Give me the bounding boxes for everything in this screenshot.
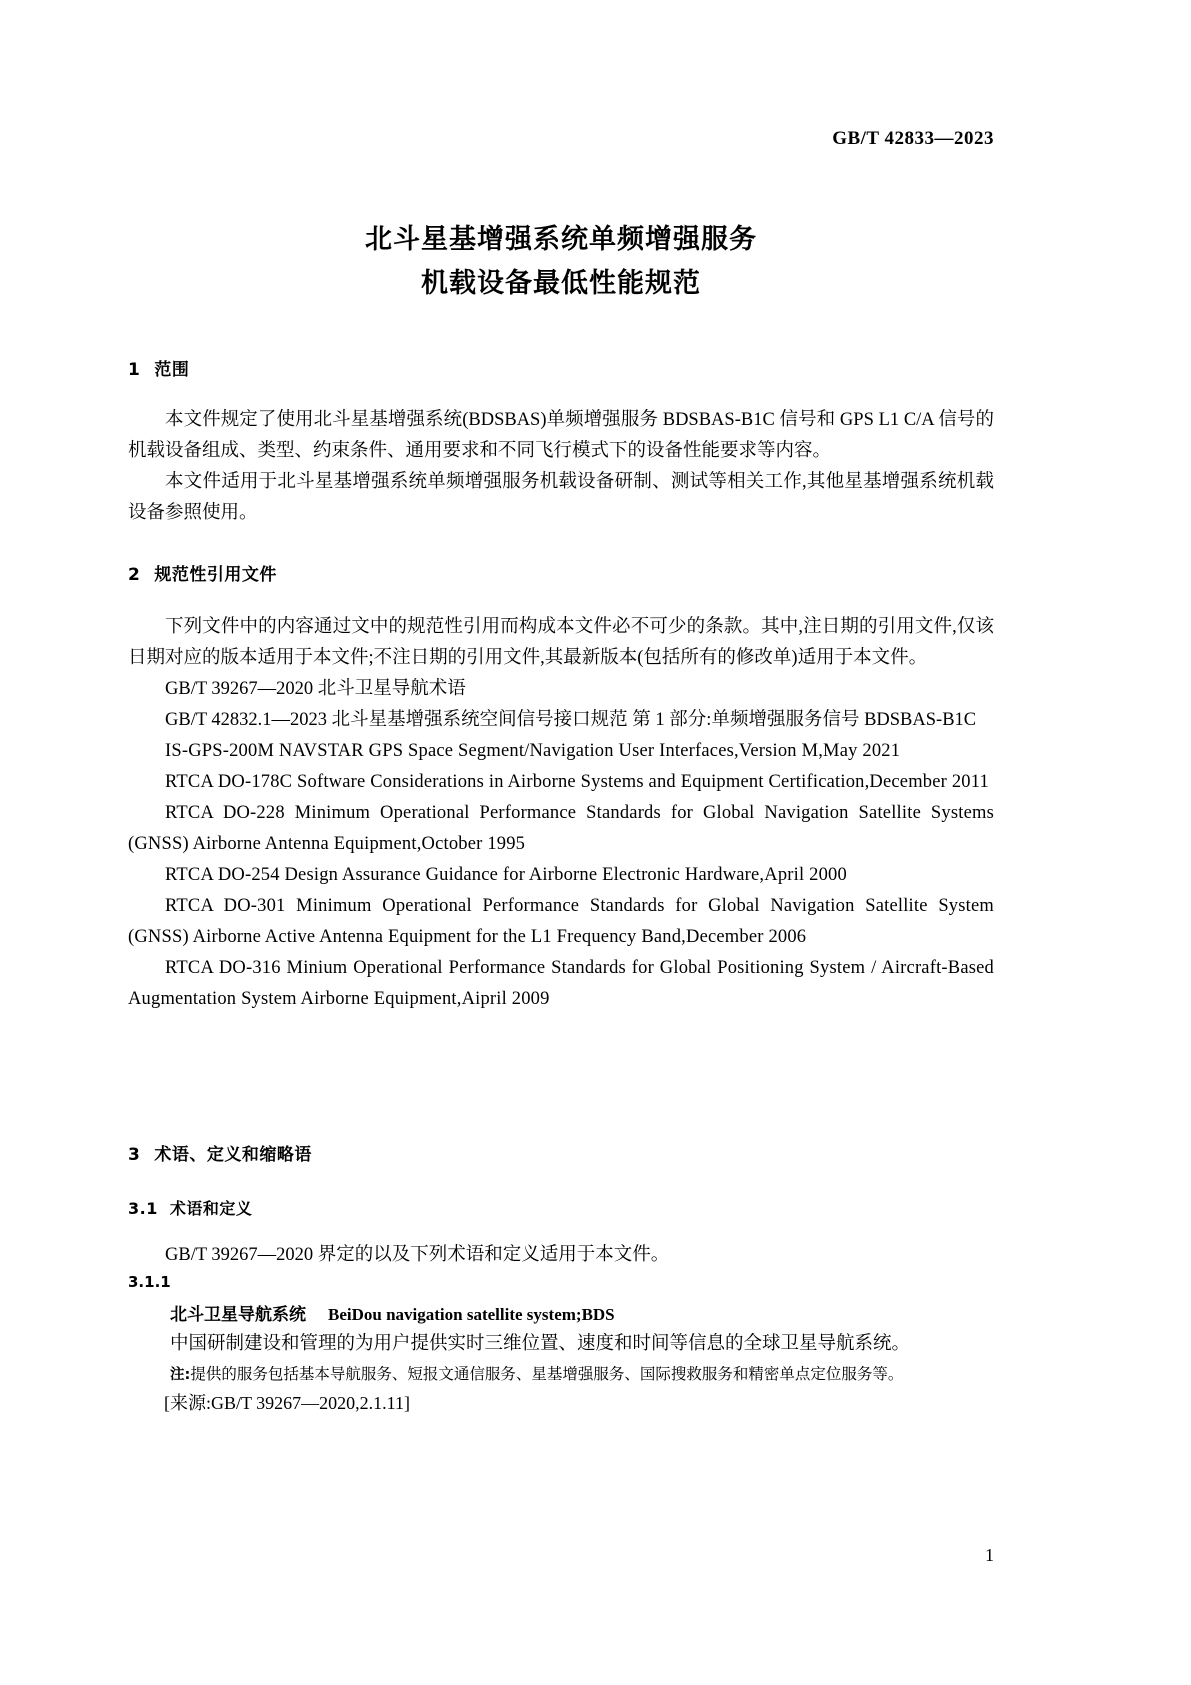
section-1-heading-wrap [128, 355, 994, 380]
normative-reference: RTCA DO-316 Minium Operational Performance Standards for Global Positioning System / Aircraft-Based Augmentation System Airborne Equipment,Aipril 2009 [128, 958, 994, 1009]
page-title-line-2: 机载设备最低性能规范 [421, 268, 701, 299]
normative-reference: RTCA DO-301 Minimum Operational Performance Standards for Global Navigation Satellite System (GNSS) Airborne Active Antenna Equipment for the L1 Frequency Band,December 2006 [128, 896, 994, 947]
term-entry-number: 3.1.1 [128, 1273, 171, 1291]
section-3-heading-wrap [128, 1140, 994, 1165]
term-line [170, 1300, 994, 1325]
term-entry-3-1-1 [128, 1273, 994, 1418]
normative-reference: GB/T 39267—2020 北斗卫星导航术语 [165, 679, 466, 699]
normative-reference: RTCA DO-178C Software Considerations in Airborne Systems and Equipment Certification,December 2011 [165, 772, 989, 792]
paragraph: 本文件适用于北斗星基增强系统单频增强服务机载设备研制、测试等相关工作,其他星基增强系统机载设备参照使用。 [128, 472, 994, 523]
subsection-title-3-1: 术语和定义 [169, 1199, 253, 1218]
section-number-2: 2 [128, 565, 141, 585]
section-1-body [128, 405, 994, 529]
section-2-heading-wrap [128, 560, 994, 585]
normative-reference: RTCA DO-254 Design Assurance Guidance for Airborne Electronic Hardware,April 2000 [165, 865, 847, 885]
section-title-3: 术语、定义和缩略语 [154, 1145, 312, 1165]
term-source: [来源:GB/T 39267—2020,2.1.11] [164, 1393, 410, 1413]
normative-reference: GB/T 42832.1—2023 北斗星基增强系统空间信号接口规范 第 1 部分:单频增强服务信号 BDSBAS-B1C [165, 710, 977, 730]
page-title-line-1: 北斗星基增强系统单频增强服务 [365, 224, 757, 255]
section-2-body [128, 612, 994, 1015]
subsection-3-1-heading-wrap [128, 1196, 994, 1219]
paragraph: 本文件规定了使用北斗星基增强系统(BDSBAS)单频增强服务 BDSBAS-B1C 信号和 GPS L1 C/A 信号的机载设备组成、类型、约束条件、通用要求和不同飞行模式下的设备性能要求等内容。 [128, 410, 994, 461]
section-heading-2 [128, 560, 994, 585]
term-note-label: 注: [170, 1367, 191, 1383]
section-heading-3 [128, 1140, 994, 1165]
section-number-1: 1 [128, 360, 141, 380]
subsection-3-1-body [128, 1240, 994, 1271]
section-title-1: 范围 [154, 360, 190, 380]
paragraph: GB/T 39267—2020 界定的以及下列术语和定义适用于本文件。 [165, 1245, 670, 1265]
page-number: 1 [985, 1545, 994, 1565]
section-heading-1 [128, 355, 994, 380]
page-title [128, 218, 994, 306]
normative-reference: IS-GPS-200M NAVSTAR GPS Space Segment/Navigation User Interfaces,Version M,May 2021 [165, 741, 901, 761]
paragraph: 下列文件中的内容通过文中的规范性引用而构成本文件必不可少的条款。其中,注日期的引用文件,仅该日期对应的版本适用于本文件;不注日期的引用文件,其最新版本(包括所有的修改单)适用于本文件。 [128, 617, 994, 668]
section-title-2: 规范性引用文件 [154, 565, 277, 585]
section-number-3: 3 [128, 1145, 141, 1165]
subsection-heading-3-1 [128, 1196, 994, 1219]
normative-reference: RTCA DO-228 Minimum Operational Performance Standards for Global Navigation Satellite Systems (GNSS) Airborne Antenna Equipment,October 1995 [128, 803, 994, 854]
term-note-text: 提供的服务包括基本导航服务、短报文通信服务、星基增强服务、国际搜救服务和精密单点定位服务等。 [190, 1366, 904, 1383]
term-note [170, 1362, 994, 1388]
term-name-en: BeiDou navigation satellite system;BDS [328, 1305, 615, 1324]
running-header-standard-number: GB/T 42833—2023 [832, 128, 994, 149]
term-definition: 中国研制建设和管理的为用户提供实时三维位置、速度和时间等信息的全球卫星导航系统。 [170, 1334, 911, 1354]
subsection-number-3-1: 3.1 [128, 1199, 158, 1218]
term-name-cn: 北斗卫星导航系统 [170, 1305, 306, 1325]
